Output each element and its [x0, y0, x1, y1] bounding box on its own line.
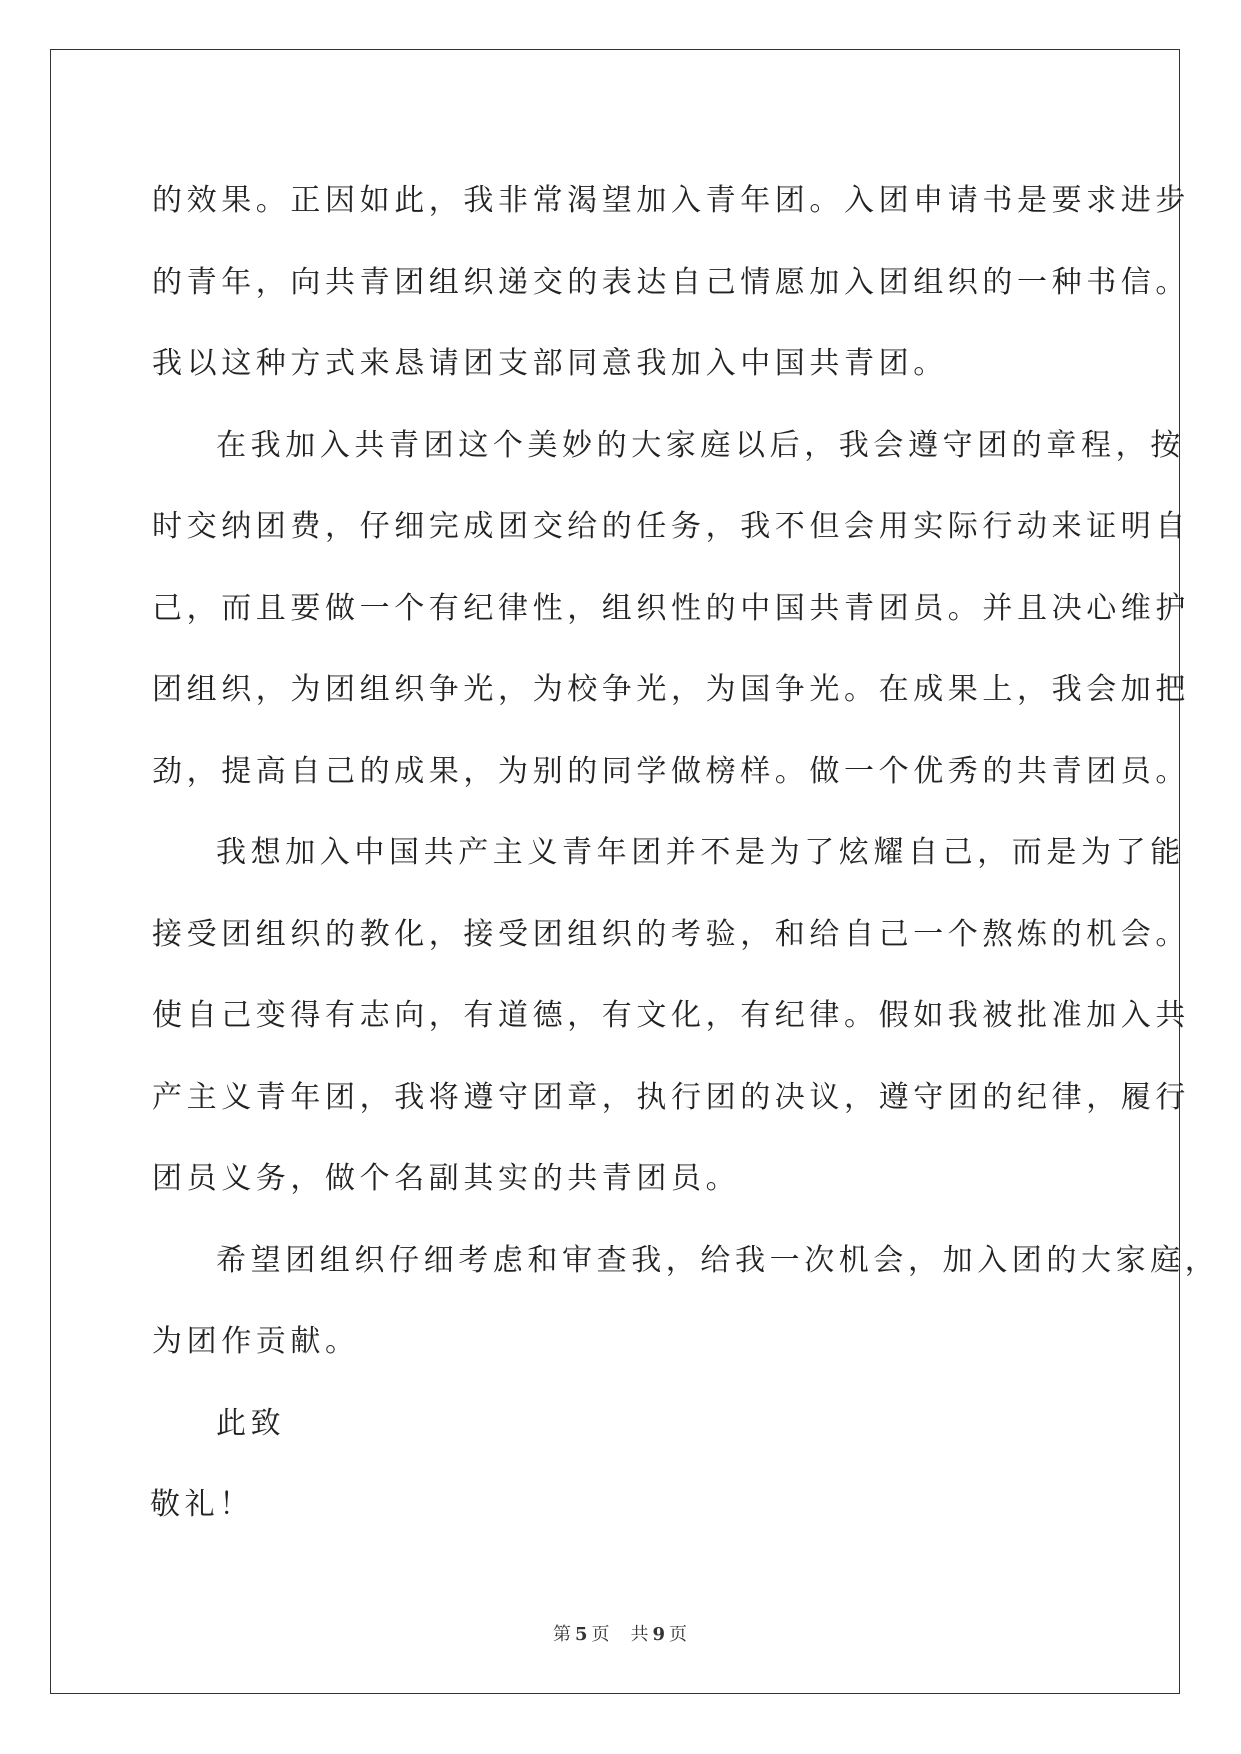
- salutation-text: 敬礼！: [150, 1487, 254, 1522]
- paragraph-start-line: 在我加入共青团这个美妙的大家庭以后，我会遵守团的章程，按: [216, 427, 1185, 463]
- paragraph-start-line: 我想加入中国共产主义青年团并不是为了炫耀自己，而是为了能: [216, 835, 1185, 870]
- paragraph-start-line: 希望团组织仔细考虑和审查我，给我一次机会，加入团的大家庭，: [216, 1242, 1220, 1278]
- text-line: 团员义务，做个名副其实的共青团员。: [152, 1161, 741, 1196]
- text-line: 为团作贡献。: [152, 1324, 360, 1359]
- closing-text: 此致: [216, 1405, 286, 1441]
- footer-total-suffix: 页: [669, 1624, 689, 1645]
- text-line: 时交纳团费，仔细完成团交给的任务，我不但会用实际行动来证明自: [152, 509, 1190, 544]
- text-line: 的青年，向共青团组织递交的表达自己情愿加入团组织的一种书信。: [152, 264, 1190, 300]
- text-line: 接受团组织的教化，接受团组织的考验，和给自己一个熬炼的机会。: [152, 916, 1190, 952]
- footer-total-prefix: 共: [630, 1624, 650, 1645]
- text-line: 己，而且要做一个有纪律性，组织性的中国共青团员。并且决心维护: [152, 590, 1190, 626]
- footer-prefix: 第: [552, 1624, 572, 1645]
- text-line: 产主义青年团，我将遵守团章，执行团的决议，遵守团的纪律，履行: [152, 1079, 1190, 1115]
- text-line: 的效果。正因如此，我非常渴望加入青年团。入团申请书是要求进步: [152, 183, 1190, 218]
- page-footer: [0, 1620, 1241, 1646]
- text-line: 我以这种方式来恳请团支部同意我加入中国共青团。: [152, 346, 948, 381]
- footer-page-suffix: 页: [591, 1624, 611, 1645]
- text-line: 使自己变得有志向，有道德，有文化，有纪律。假如我被批准加入共: [152, 998, 1190, 1033]
- text-line: 劲，提高自己的成果，为别的同学做榜样。做一个优秀的共青团员。: [152, 753, 1190, 789]
- total-page-count: 9: [652, 1624, 667, 1645]
- document-body: [150, 160, 1220, 1546]
- current-page-number: 5: [574, 1624, 589, 1645]
- text-line: 团组织，为团组织争光，为校争光，为国争光。在成果上，我会加把: [152, 672, 1190, 707]
